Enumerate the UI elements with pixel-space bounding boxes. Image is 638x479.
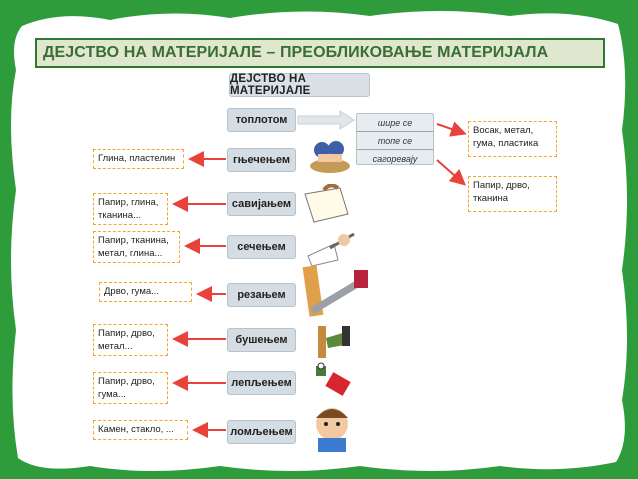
material-box: Глина, пластелин [93, 149, 184, 169]
arrow-right [437, 124, 463, 133]
material-box: Папир, дрво, гума... [93, 372, 168, 404]
material-box: Папир, тканина, метал, глина... [93, 231, 180, 263]
heat-effect-burn: сагоревају [372, 153, 418, 164]
process-label: сечењем [237, 241, 286, 253]
heat-effect-melt: топе се [357, 132, 433, 150]
header-label: ДЕЈСТВО НА МАТЕРИЈАЛЕ [230, 73, 311, 97]
material-box: Камен, стакло, ... [93, 420, 188, 440]
process-label: резањем [237, 289, 286, 301]
process-label: топлотом [235, 114, 288, 126]
squeezing-illustration [306, 136, 354, 176]
grey-arrow [298, 111, 354, 129]
process-label: бушењем [235, 334, 288, 346]
heat-material-box: Восак, метал, гума, пластика [468, 121, 557, 157]
process-label: савијањем [231, 198, 292, 210]
arrow-right [437, 160, 463, 183]
heat-effect-expand: шире се [357, 114, 433, 132]
material-box: Папир, дрво, метал... [93, 324, 168, 356]
page-title: ДЕЈСТВО НА МАТЕРИЈАЛЕ – ПРЕОБЛИКОВАЊЕ МАТЕРИЈАЛА [43, 44, 549, 61]
process-label: гњечењем [233, 154, 290, 166]
breaking-illustration [306, 402, 356, 454]
heat-material-box: Папир, дрво, тканина [468, 176, 557, 212]
drilling-illustration [312, 318, 358, 362]
material-box: Папир, глина, тканина... [93, 193, 168, 225]
bending-illustration [300, 184, 355, 226]
process-label: ломљењем [230, 426, 293, 438]
process-label: лепљењем [231, 377, 292, 389]
material-box: Дрво, гума... [99, 282, 192, 302]
sawing-illustration [300, 262, 376, 320]
gluing-illustration [310, 362, 356, 406]
